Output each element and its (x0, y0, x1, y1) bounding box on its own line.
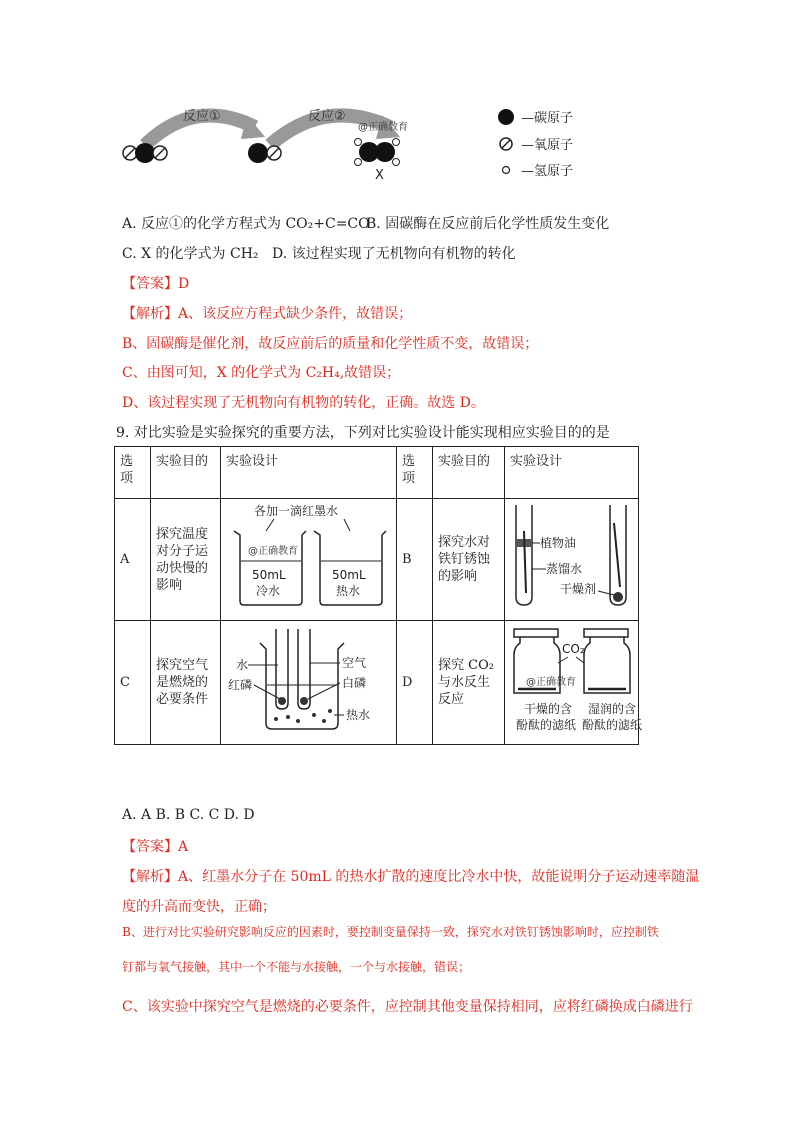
svg-text:50mL: 50mL (252, 568, 286, 582)
legend-carbon: —碳原子 (495, 107, 573, 126)
figure-a-watermark: @正确教育 (248, 546, 298, 557)
q8-analysis-line: C、由图可知，X 的化学式为 C₂H₄,故错误； (122, 365, 401, 381)
figure-d-watermark: @正确教育 (526, 677, 576, 688)
figure-a-cell (221, 499, 397, 621)
diagram-watermark: @正确教育 (358, 122, 408, 133)
hydrogen-atom-icon (495, 161, 517, 179)
q9-analysis-line: 度的升高而变快，正确； (122, 899, 276, 915)
q8-answer: 【答案】D (122, 276, 190, 292)
table-cell-option: B (397, 499, 433, 621)
q8-option-b: B. 固碳酶在反应前后化学性质发生变化 (366, 216, 610, 232)
figure-b-cell (505, 499, 639, 621)
experiment-table (114, 446, 643, 745)
table-header-cell: 实验目的 (151, 447, 221, 499)
oxygen-atom-icon (495, 135, 517, 153)
svg-text:湿润的含: 湿润的含 (588, 702, 637, 716)
table-cell-goal: 探究空气是燃烧的必要条件 (151, 621, 221, 745)
figure-b-test-tubes (510, 501, 634, 613)
reaction1-label: 反应① (183, 109, 221, 124)
co2-molecule (123, 143, 167, 163)
svg-text:CO₂: CO₂ (562, 642, 585, 656)
reaction-diagram (115, 95, 425, 190)
svg-text:蒸馏水: 蒸馏水 (546, 562, 583, 576)
table-header-cell: 选项 (397, 447, 433, 499)
svg-text:空气: 空气 (342, 656, 367, 670)
table-header-cell: 选项 (115, 447, 151, 499)
figure-a-beakers (226, 501, 390, 613)
table-cell-goal: 探究 CO₂ 与水反生反应 (433, 621, 505, 745)
svg-text:红磷: 红磷 (228, 678, 253, 692)
q8-option-d: D. 该过程实现了无机物向有机物的转化 (272, 246, 516, 262)
q9-analysis-line: 【解析】A、红墨水分子在 50mL 的热水扩散的速度比冷水中快，故能说明分子运动速率随温 (122, 869, 700, 885)
figure-d-bottles (510, 623, 643, 737)
q8-option-c: C. X 的化学式为 CH₂ (122, 246, 259, 262)
svg-text:热水: 热水 (336, 584, 361, 598)
co-molecule (248, 143, 281, 163)
svg-text:热水: 热水 (346, 708, 371, 722)
svg-text:干燥剂: 干燥剂 (560, 582, 597, 596)
q8-analysis-line: 【解析】A、该反应方程式缺少条件，故错误； (122, 306, 413, 322)
table-row (115, 499, 639, 621)
table-header-row (115, 447, 639, 499)
table-cell-option: C (115, 621, 151, 745)
table-header-cell: 实验设计 (221, 447, 397, 499)
table-cell-option: A (115, 499, 151, 621)
figure-d-cell (505, 621, 643, 745)
svg-text:酚酞的滤纸: 酚酞的滤纸 (582, 718, 643, 732)
q9-options: A. A B. B C. C D. D (122, 807, 255, 823)
table-cell-goal: 探究温度对分子运动快慢的影响 (151, 499, 221, 621)
table-row (115, 621, 639, 745)
table-cell-option: D (397, 621, 433, 745)
legend-oxygen: —氧原子 (495, 134, 573, 153)
q8-analysis-line: B、固碳酶是催化剂，故反应前后的质量和化学性质不变，故错误； (122, 336, 539, 352)
svg-text:干燥的含: 干燥的含 (524, 702, 573, 716)
reaction2-label: 反应② (308, 109, 346, 124)
table-header-cell: 实验设计 (505, 447, 639, 499)
table-cell-goal: 探究水对铁钉锈蚀的影响 (433, 499, 505, 621)
legend-hydrogen: —氢原子 (495, 160, 573, 179)
q9-analysis-line: C、该实验中探究空气是燃烧的必要条件，应控制其他变量保持相同，应将红磷换成白磷进行 (122, 999, 693, 1015)
carbon-atom-icon (495, 108, 517, 126)
figure-a-top-label: 各加一滴红墨水 (254, 504, 339, 518)
x-molecule (355, 139, 400, 166)
x-label: X (375, 168, 384, 183)
q9-analysis-line: B、进行对比实验研究影响反应的因素时，要控制变量保持一致，探究水对铁钉锈蚀影响时，应控制铁 (122, 925, 659, 939)
q9-analysis-line: 钉都与氧气接触，其中一个不能与水接触，一个与水接触，错误； (122, 960, 471, 974)
figure-c-combustion (226, 623, 390, 737)
table-header-cell: 实验目的 (433, 447, 505, 499)
svg-text:水: 水 (236, 658, 249, 672)
svg-text:白磷: 白磷 (342, 676, 367, 690)
q8-analysis-line: D、该过程实现了无机物向有机物的转化，正确。故选 D。 (122, 395, 485, 411)
svg-text:植物油: 植物油 (540, 536, 577, 550)
svg-text:冷水: 冷水 (256, 584, 281, 598)
svg-text:50mL: 50mL (332, 568, 366, 582)
q9-stem: 9. 对比实验是实验探究的重要方法，下列对比实验设计能实现相应实验目的的是 (116, 425, 610, 441)
svg-text:酚酞的滤纸: 酚酞的滤纸 (516, 718, 577, 732)
figure-c-cell (221, 621, 397, 745)
q9-answer: 【答案】A (122, 839, 189, 855)
q8-option-a: A. 反应①的化学方程式为 CO₂+C=CO (122, 216, 370, 232)
